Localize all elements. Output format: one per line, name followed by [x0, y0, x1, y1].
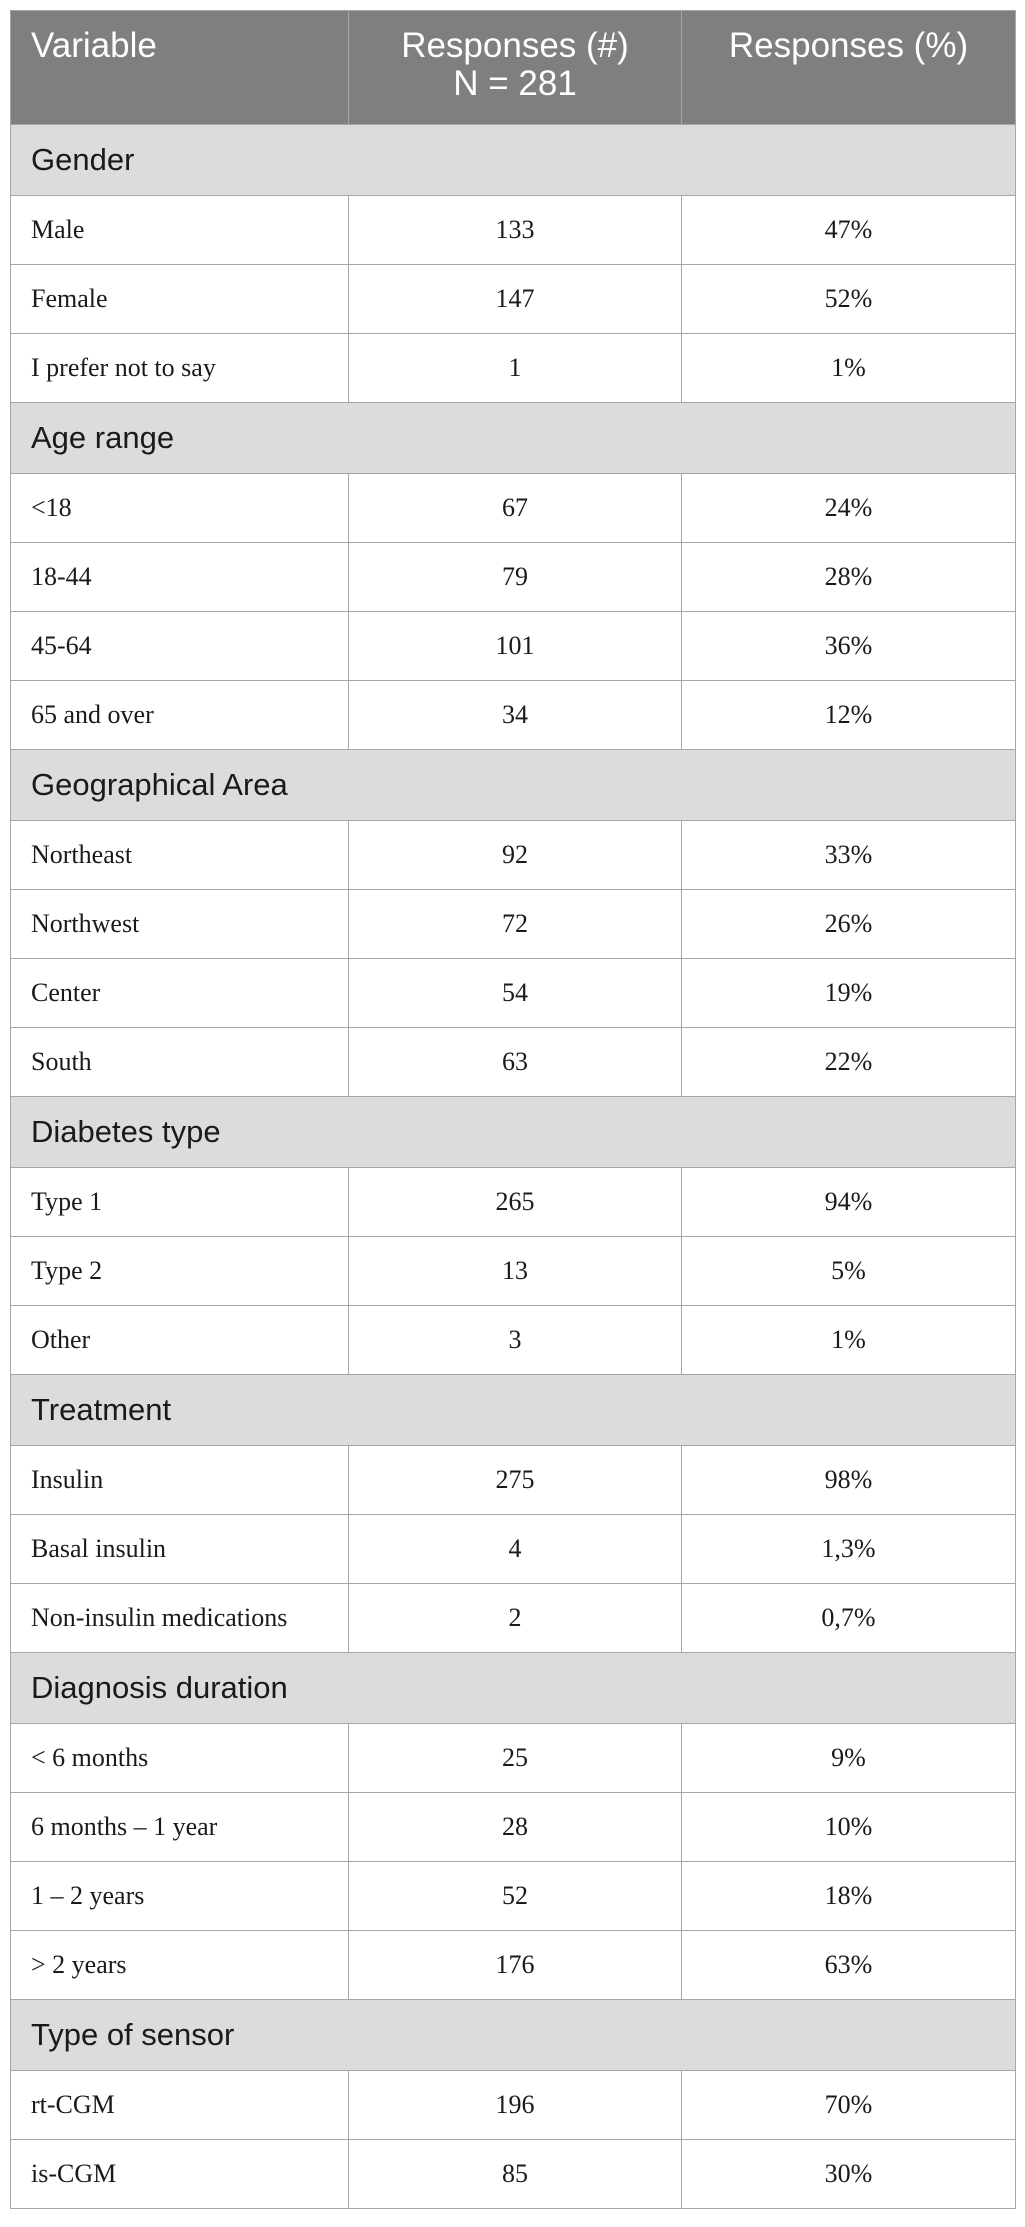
row-label: > 2 years — [11, 1931, 349, 2000]
row-label: Other — [11, 1306, 349, 1375]
table-row — [11, 1028, 1016, 1097]
row-count: 63 — [349, 1028, 682, 1097]
section-title: Age range — [11, 403, 1016, 474]
row-percent: 33% — [682, 821, 1016, 890]
row-percent: 24% — [682, 474, 1016, 543]
row-percent: 52% — [682, 265, 1016, 334]
table-row — [11, 2140, 1016, 2209]
row-percent: 0,7% — [682, 1584, 1016, 1653]
section-title: Geographical Area — [11, 750, 1016, 821]
row-count: 25 — [349, 1724, 682, 1793]
table-row — [11, 334, 1016, 403]
row-percent: 28% — [682, 543, 1016, 612]
section-header-row — [11, 750, 1016, 821]
section-header-row — [11, 403, 1016, 474]
table-body — [11, 125, 1016, 2209]
row-label: Non-insulin medications — [11, 1584, 349, 1653]
row-percent: 30% — [682, 2140, 1016, 2209]
row-percent: 47% — [682, 196, 1016, 265]
row-label: Northwest — [11, 890, 349, 959]
row-label: Northeast — [11, 821, 349, 890]
row-percent: 94% — [682, 1168, 1016, 1237]
row-label: 18-44 — [11, 543, 349, 612]
row-percent: 5% — [682, 1237, 1016, 1306]
table-row — [11, 1931, 1016, 2000]
row-percent: 12% — [682, 681, 1016, 750]
header-count-label: Responses (#) — [401, 26, 629, 65]
row-percent: 98% — [682, 1446, 1016, 1515]
row-percent: 10% — [682, 1793, 1016, 1862]
section-header-row — [11, 2000, 1016, 2071]
row-percent: 1,3% — [682, 1515, 1016, 1584]
row-label: rt-CGM — [11, 2071, 349, 2140]
table-row — [11, 1515, 1016, 1584]
row-label: South — [11, 1028, 349, 1097]
row-count: 275 — [349, 1446, 682, 1515]
row-percent: 22% — [682, 1028, 1016, 1097]
row-label: 65 and over — [11, 681, 349, 750]
table-row — [11, 1584, 1016, 1653]
section-title: Diagnosis duration — [11, 1653, 1016, 1724]
row-count: 28 — [349, 1793, 682, 1862]
section-title: Gender — [11, 125, 1016, 196]
section-header-row — [11, 1375, 1016, 1446]
row-percent: 36% — [682, 612, 1016, 681]
row-percent: 63% — [682, 1931, 1016, 2000]
section-header-row — [11, 1653, 1016, 1724]
table-row — [11, 681, 1016, 750]
header-row — [11, 11, 1016, 125]
row-label: <18 — [11, 474, 349, 543]
row-count: 85 — [349, 2140, 682, 2209]
row-count: 176 — [349, 1931, 682, 2000]
row-percent: 26% — [682, 890, 1016, 959]
table-row — [11, 2071, 1016, 2140]
row-label: 1 – 2 years — [11, 1862, 349, 1931]
row-count: 147 — [349, 265, 682, 334]
table-row — [11, 612, 1016, 681]
row-label: is-CGM — [11, 2140, 349, 2209]
row-count: 1 — [349, 334, 682, 403]
table-row — [11, 1306, 1016, 1375]
row-label: I prefer not to say — [11, 334, 349, 403]
row-label: Type 1 — [11, 1168, 349, 1237]
table-row — [11, 265, 1016, 334]
header-responses-percent: Responses (%) — [682, 11, 1016, 125]
row-percent: 1% — [682, 1306, 1016, 1375]
section-title: Treatment — [11, 1375, 1016, 1446]
table-row — [11, 1168, 1016, 1237]
row-label: Male — [11, 196, 349, 265]
row-count: 101 — [349, 612, 682, 681]
row-count: 54 — [349, 959, 682, 1028]
table-row — [11, 1793, 1016, 1862]
table-row — [11, 959, 1016, 1028]
row-count: 265 — [349, 1168, 682, 1237]
row-count: 52 — [349, 1862, 682, 1931]
row-count: 3 — [349, 1306, 682, 1375]
row-label: 45-64 — [11, 612, 349, 681]
row-count: 2 — [349, 1584, 682, 1653]
row-percent: 70% — [682, 2071, 1016, 2140]
demographics-table — [10, 10, 1016, 2209]
row-count: 133 — [349, 196, 682, 265]
row-label: Female — [11, 265, 349, 334]
table-row — [11, 1446, 1016, 1515]
table-row — [11, 1862, 1016, 1931]
section-title: Type of sensor — [11, 2000, 1016, 2071]
table-row — [11, 474, 1016, 543]
row-percent: 1% — [682, 334, 1016, 403]
row-label: Insulin — [11, 1446, 349, 1515]
row-label: Type 2 — [11, 1237, 349, 1306]
row-count: 34 — [349, 681, 682, 750]
row-percent: 19% — [682, 959, 1016, 1028]
row-label: 6 months – 1 year — [11, 1793, 349, 1862]
row-label: < 6 months — [11, 1724, 349, 1793]
section-header-row — [11, 125, 1016, 196]
table-row — [11, 1237, 1016, 1306]
row-count: 4 — [349, 1515, 682, 1584]
header-variable: Variable — [11, 11, 349, 125]
row-count: 92 — [349, 821, 682, 890]
row-percent: 9% — [682, 1724, 1016, 1793]
header-responses-count — [349, 11, 682, 125]
table-row — [11, 196, 1016, 265]
table-row — [11, 1724, 1016, 1793]
section-header-row — [11, 1097, 1016, 1168]
row-percent: 18% — [682, 1862, 1016, 1931]
row-count: 13 — [349, 1237, 682, 1306]
row-label: Basal insulin — [11, 1515, 349, 1584]
row-count: 196 — [349, 2071, 682, 2140]
row-count: 72 — [349, 890, 682, 959]
header-count-n: N = 281 — [453, 64, 577, 103]
row-count: 79 — [349, 543, 682, 612]
row-count: 67 — [349, 474, 682, 543]
row-label: Center — [11, 959, 349, 1028]
table-row — [11, 890, 1016, 959]
section-title: Diabetes type — [11, 1097, 1016, 1168]
table-row — [11, 821, 1016, 890]
table-row — [11, 543, 1016, 612]
